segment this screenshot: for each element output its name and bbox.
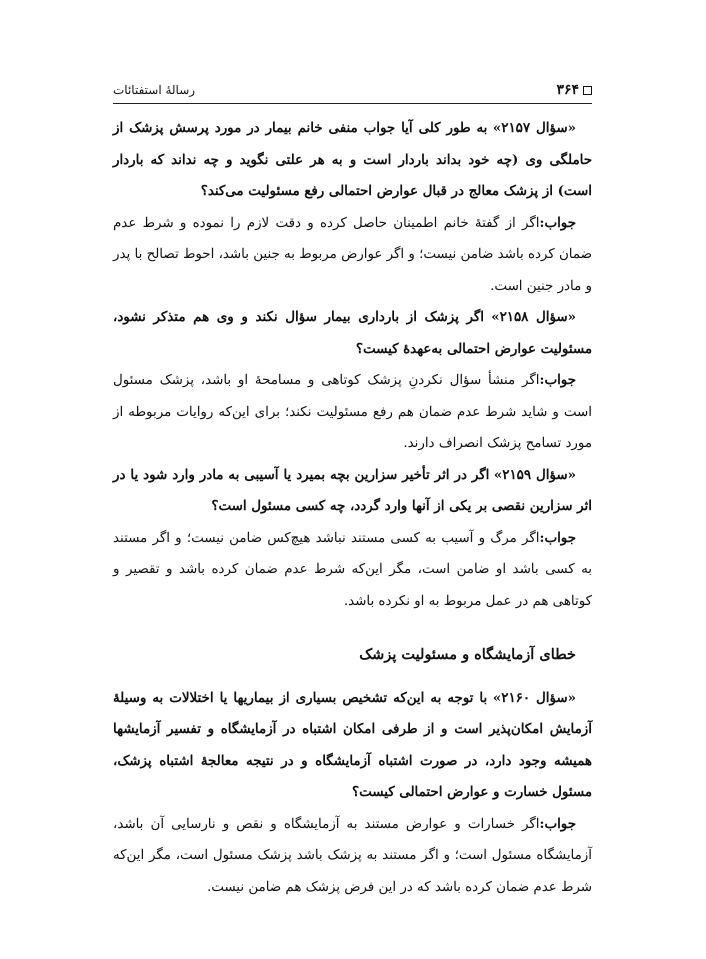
answer-paragraph (113, 365, 592, 460)
question-number: «سؤال ۲۱۵۸» (491, 309, 576, 325)
question-text: با توجه به این‌که تشخیص بسیاری از بیماریها یا اختلالات به وسیلهٔ آزمایش امکان‌پذیر است و از طرفی امکان اشتباه در آزمایشگاه و تفسیر آزمایشها همیشه وجود دارد، در صورت اشتباه آزمایشگاه و در نتیجه معالجهٔ اشتباه پزشک، مسئول خسارت و عوارض احتمالی کیست؟ (113, 689, 592, 800)
question-number: «سؤال ۲۱۶۰» (492, 689, 577, 706)
header-divider (113, 103, 592, 104)
answer-text: اگر خسارات و عوارض مستند به آزمایشگاه و نقص و نارسایی آن باشد، آزمایشگاه مسئول است؛ و اگر مستند به پزشک باشد پزشک مسئول است، مگر این‌که شرط عدم ضمان کرده باشد که در این فرض پزشک هم ضامن نیست. (113, 816, 592, 895)
question-number: «سؤال ۲۱۵۹» (493, 466, 576, 483)
answer-paragraph (113, 208, 592, 303)
page-number: ۳۶۴ (556, 82, 579, 98)
answer-label: جواب: (539, 372, 576, 388)
question-number: «سؤال ۲۱۵۷» (492, 120, 576, 136)
running-title: رسالهٔ استفتائات (113, 83, 196, 97)
answer-paragraph (113, 809, 592, 904)
question-paragraph (113, 460, 592, 523)
page-header (113, 80, 592, 104)
section-title: خطای آزمایشگاه و مسئولیت پزشک (359, 646, 576, 663)
question-text: اگر پزشک از بارداری بیمار سؤال نکند و وی هم متذکر نشود، مسئولیت عوارض احتمالی به‌عهدهٔ کیست؟ (113, 309, 592, 357)
answer-text: اگر مرگ و آسیب به کسی مستند نباشد هیچ‌کس ضامن نیست؛ و اگر مستند به کسی باشد او ضامن است، مگر این‌که شرط عدم ضمان کرده باشد و تقصیر و کوتاهی هم در عمل مربوط به او نکرده باشد. (113, 530, 592, 609)
answer-label: جواب: (539, 815, 576, 832)
question-paragraph (113, 683, 592, 809)
question-text: اگر در اثر تأخیر سزارین بچه بمیرد یا آسیبی به مادر وارد شود یا در اثر سزارین نقصی بر یکی از آنها وارد گردد، چه کسی مسئول است؟ (113, 466, 592, 514)
answer-label: جواب: (539, 214, 576, 231)
question-paragraph (113, 302, 592, 365)
page-number-block (556, 82, 592, 98)
answer-label: جواب: (539, 529, 576, 546)
square-icon (583, 86, 592, 95)
page-body (113, 113, 592, 903)
question-text: به طور کلی آیا جواب منفی خانم بیمار در مورد پرسش پزشک از حاملگی وی (چه خود بداند باردار است و به هر علتی نگوید و چه نداند که باردار است) از پزشک معالج در قبال عوارض احتمالی رفع مسئولیت می‌کند؟ (113, 120, 592, 199)
question-paragraph (113, 113, 592, 208)
answer-text: اگر منشأ سؤال نکردنِ پزشک کوتاهی و مسامحهٔ او باشد، پزشک مسئول است و شاید شرط عدم ضمان هم رفع مسئولیت نکند؛ برای این‌که روایات مربوطه از مورد تسامح پزشک انصراف دارند. (113, 373, 592, 451)
answer-paragraph (113, 523, 592, 618)
answer-text: اگر از گفتهٔ خانم اطمینان حاصل کرده و دقت لازم را نموده و شرط عدم ضمان کرده باشد ضامن نیست؛ و اگر عوارض مربوط به جنین باشد، احوط تصالح با پدر و مادر جنین است. (113, 215, 592, 294)
